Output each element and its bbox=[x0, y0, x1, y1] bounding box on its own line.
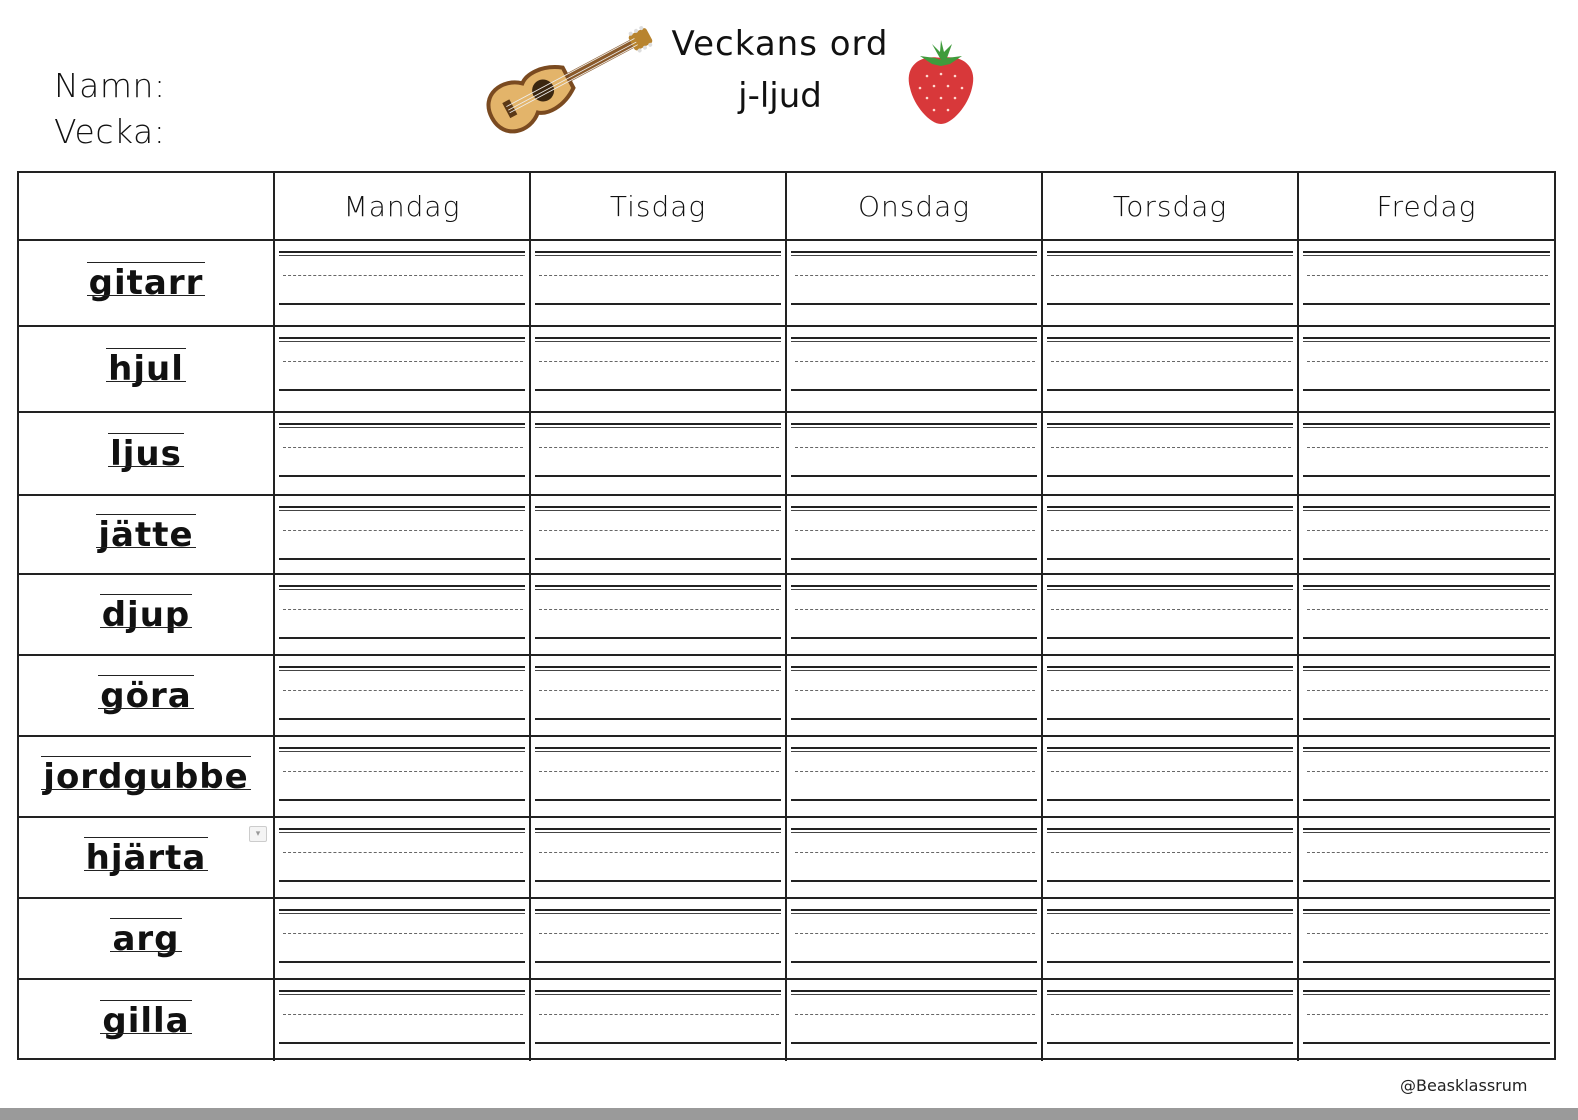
guide-line bbox=[539, 771, 779, 772]
guide-line bbox=[539, 690, 779, 691]
guide-line bbox=[1303, 589, 1550, 590]
guide-line bbox=[791, 637, 1037, 639]
guide-line bbox=[1051, 447, 1291, 448]
guide-line bbox=[1051, 771, 1291, 772]
guide-line bbox=[1047, 506, 1293, 508]
writing-cell[interactable] bbox=[531, 980, 787, 1061]
guide-line bbox=[535, 909, 781, 911]
guide-line bbox=[279, 828, 525, 830]
guide-line bbox=[1047, 637, 1293, 639]
writing-cell[interactable] bbox=[1299, 327, 1554, 413]
guide-line bbox=[1303, 909, 1550, 911]
page-title: Veckans ord bbox=[671, 24, 889, 64]
day-header: Tisdag bbox=[531, 173, 787, 241]
writing-cell[interactable] bbox=[275, 899, 531, 980]
week-label: Vecka: bbox=[54, 112, 166, 151]
guide-line bbox=[1047, 909, 1293, 911]
guide-line bbox=[1303, 747, 1550, 749]
guide-line bbox=[283, 275, 523, 276]
guide-line bbox=[535, 337, 781, 339]
guide-line bbox=[279, 389, 525, 391]
guide-line bbox=[283, 530, 523, 531]
page-subtitle: j-ljud bbox=[738, 76, 822, 116]
writing-cell[interactable] bbox=[787, 737, 1043, 818]
guide-line bbox=[1047, 475, 1293, 477]
guide-line bbox=[1047, 255, 1293, 256]
guide-line bbox=[1303, 637, 1550, 639]
guide-line bbox=[1047, 670, 1293, 671]
word-cell bbox=[19, 899, 275, 980]
guide-line bbox=[791, 666, 1037, 668]
guide-line bbox=[1307, 609, 1548, 610]
guide-line bbox=[1303, 475, 1550, 477]
writing-cell[interactable] bbox=[275, 241, 531, 327]
chevron-down-icon[interactable]: ▾ bbox=[249, 826, 267, 842]
guide-line bbox=[535, 751, 781, 752]
guide-line bbox=[1303, 670, 1550, 671]
guide-line bbox=[1047, 828, 1293, 830]
writing-cell[interactable] bbox=[787, 413, 1043, 496]
guide-line bbox=[791, 990, 1037, 992]
word-cell bbox=[19, 656, 275, 737]
guide-line bbox=[1047, 990, 1293, 992]
guide-line bbox=[279, 337, 525, 339]
writing-cell[interactable] bbox=[787, 575, 1043, 656]
guide-line bbox=[791, 337, 1037, 339]
guide-line bbox=[791, 558, 1037, 560]
day-header: Fredag bbox=[1299, 173, 1554, 241]
guide-line bbox=[535, 913, 781, 914]
writing-cell[interactable] bbox=[1299, 656, 1554, 737]
word-cell bbox=[19, 496, 275, 575]
guide-line bbox=[1051, 275, 1291, 276]
writing-cell[interactable] bbox=[531, 327, 787, 413]
guide-line bbox=[279, 637, 525, 639]
word-label: hjul bbox=[108, 349, 184, 389]
day-header: Torsdag bbox=[1043, 173, 1299, 241]
guide-line bbox=[539, 1014, 779, 1015]
guide-line bbox=[1303, 666, 1550, 668]
guide-line bbox=[791, 506, 1037, 508]
guide-line bbox=[795, 771, 1035, 772]
guide-line bbox=[791, 994, 1037, 995]
guide-line bbox=[279, 589, 525, 590]
guide-line bbox=[279, 832, 525, 833]
guide-line bbox=[279, 718, 525, 720]
guide-line bbox=[1303, 506, 1550, 508]
writing-cell[interactable] bbox=[1043, 656, 1299, 737]
guide-line bbox=[539, 361, 779, 362]
word-label: jordgubbe bbox=[43, 756, 249, 797]
guide-line bbox=[539, 530, 779, 531]
guide-line bbox=[1051, 933, 1291, 934]
guide-line bbox=[795, 447, 1035, 448]
word-cell bbox=[19, 737, 275, 818]
word-practice-table bbox=[17, 171, 1556, 1060]
bottom-bar bbox=[0, 1108, 1578, 1120]
guide-line bbox=[535, 389, 781, 391]
guitar-icon bbox=[475, 24, 660, 134]
guide-line bbox=[791, 747, 1037, 749]
guide-line bbox=[791, 828, 1037, 830]
guide-line bbox=[535, 585, 781, 587]
writing-cell[interactable] bbox=[1043, 980, 1299, 1061]
guide-line bbox=[791, 585, 1037, 587]
guide-line bbox=[1303, 832, 1550, 833]
guide-line bbox=[1047, 994, 1293, 995]
writing-cell[interactable] bbox=[1043, 737, 1299, 818]
guide-line bbox=[535, 994, 781, 995]
guide-line bbox=[1047, 558, 1293, 560]
guide-line bbox=[279, 475, 525, 477]
guide-line bbox=[535, 427, 781, 428]
word-label: gilla bbox=[102, 1000, 190, 1041]
word-label: arg bbox=[112, 918, 180, 959]
guide-line bbox=[1051, 609, 1291, 610]
guide-line bbox=[1303, 337, 1550, 339]
guide-line bbox=[535, 799, 781, 801]
guide-line bbox=[795, 530, 1035, 531]
guide-line bbox=[1047, 961, 1293, 963]
guide-line bbox=[1303, 994, 1550, 995]
guide-line bbox=[283, 852, 523, 853]
guide-line bbox=[1047, 585, 1293, 587]
guide-line bbox=[279, 427, 525, 428]
guide-line bbox=[1047, 341, 1293, 342]
guide-line bbox=[791, 799, 1037, 801]
writing-cell[interactable] bbox=[1299, 413, 1554, 496]
writing-cell[interactable] bbox=[1043, 575, 1299, 656]
writing-cell[interactable] bbox=[787, 980, 1043, 1061]
guide-line bbox=[1303, 427, 1550, 428]
writing-cell[interactable] bbox=[1299, 241, 1554, 327]
guide-line bbox=[279, 423, 525, 425]
guide-line bbox=[1307, 361, 1548, 362]
guide-line bbox=[535, 747, 781, 749]
guide-line bbox=[279, 799, 525, 801]
guide-line bbox=[539, 933, 779, 934]
writing-cell[interactable] bbox=[531, 656, 787, 737]
writing-cell[interactable] bbox=[275, 656, 531, 737]
guide-line bbox=[279, 913, 525, 914]
guide-line bbox=[791, 909, 1037, 911]
guide-line bbox=[1047, 832, 1293, 833]
writing-cell[interactable] bbox=[531, 575, 787, 656]
guide-line bbox=[791, 341, 1037, 342]
writing-cell[interactable] bbox=[531, 737, 787, 818]
guide-line bbox=[279, 670, 525, 671]
writing-cell[interactable] bbox=[275, 818, 531, 899]
guide-line bbox=[535, 341, 781, 342]
guide-line bbox=[535, 303, 781, 305]
guide-line bbox=[1047, 303, 1293, 305]
guide-line bbox=[791, 475, 1037, 477]
guide-line bbox=[795, 1014, 1035, 1015]
guide-line bbox=[1307, 852, 1548, 853]
guide-line bbox=[1047, 666, 1293, 668]
guide-line bbox=[283, 447, 523, 448]
guide-line bbox=[1051, 530, 1291, 531]
guide-line bbox=[279, 303, 525, 305]
guide-line bbox=[535, 255, 781, 256]
guide-line bbox=[791, 251, 1037, 253]
writing-cell[interactable] bbox=[1299, 737, 1554, 818]
guide-line bbox=[1047, 251, 1293, 253]
word-cell bbox=[19, 575, 275, 656]
guide-line bbox=[535, 589, 781, 590]
guide-line bbox=[535, 558, 781, 560]
guide-line bbox=[1307, 933, 1548, 934]
writing-cell[interactable] bbox=[1043, 241, 1299, 327]
guide-line bbox=[535, 961, 781, 963]
guide-line bbox=[1307, 275, 1548, 276]
guide-line bbox=[279, 666, 525, 668]
credit-text: @Beasklassrum bbox=[1400, 1076, 1528, 1095]
writing-cell[interactable] bbox=[1043, 413, 1299, 496]
writing-cell[interactable] bbox=[531, 818, 787, 899]
writing-cell[interactable] bbox=[275, 980, 531, 1061]
guide-line bbox=[791, 718, 1037, 720]
guide-line bbox=[279, 880, 525, 882]
guide-line bbox=[1047, 337, 1293, 339]
word-cell bbox=[19, 980, 275, 1061]
writing-cell[interactable] bbox=[1299, 818, 1554, 899]
guide-line bbox=[1303, 913, 1550, 914]
guide-line bbox=[1303, 1042, 1550, 1044]
guide-line bbox=[279, 510, 525, 511]
guide-line bbox=[535, 666, 781, 668]
guide-line bbox=[279, 961, 525, 963]
writing-cell[interactable] bbox=[1043, 818, 1299, 899]
guide-line bbox=[791, 427, 1037, 428]
guide-line bbox=[1047, 718, 1293, 720]
guide-line bbox=[535, 832, 781, 833]
guide-line bbox=[279, 255, 525, 256]
word-cell bbox=[19, 413, 275, 496]
guide-line bbox=[535, 1042, 781, 1044]
writing-cell[interactable] bbox=[787, 818, 1043, 899]
guide-line bbox=[1047, 799, 1293, 801]
writing-cell[interactable] bbox=[531, 413, 787, 496]
writing-cell[interactable] bbox=[1299, 980, 1554, 1061]
strawberry-icon bbox=[902, 36, 980, 126]
writing-cell[interactable] bbox=[531, 241, 787, 327]
guide-line bbox=[795, 609, 1035, 610]
guide-line bbox=[279, 909, 525, 911]
guide-line bbox=[535, 990, 781, 992]
guide-line bbox=[283, 771, 523, 772]
guide-line bbox=[791, 589, 1037, 590]
guide-line bbox=[535, 828, 781, 830]
guide-line bbox=[1303, 718, 1550, 720]
writing-cell[interactable] bbox=[531, 496, 787, 575]
guide-line bbox=[1303, 423, 1550, 425]
guide-line bbox=[535, 880, 781, 882]
writing-cell[interactable] bbox=[787, 899, 1043, 980]
guide-line bbox=[1047, 880, 1293, 882]
guide-line bbox=[791, 389, 1037, 391]
guide-line bbox=[1303, 880, 1550, 882]
guide-line bbox=[1303, 251, 1550, 253]
guide-line bbox=[795, 690, 1035, 691]
guide-line bbox=[279, 506, 525, 508]
guide-line bbox=[539, 852, 779, 853]
guide-line bbox=[1047, 589, 1293, 590]
guide-line bbox=[791, 751, 1037, 752]
writing-cell[interactable] bbox=[787, 496, 1043, 575]
writing-cell[interactable] bbox=[275, 413, 531, 496]
guide-line bbox=[791, 510, 1037, 511]
guide-line bbox=[279, 1042, 525, 1044]
guide-line bbox=[279, 747, 525, 749]
guide-line bbox=[535, 718, 781, 720]
guide-line bbox=[1303, 255, 1550, 256]
guide-line bbox=[795, 852, 1035, 853]
guide-line bbox=[1047, 389, 1293, 391]
table-corner bbox=[19, 173, 275, 241]
guide-line bbox=[1303, 303, 1550, 305]
guide-line bbox=[1303, 751, 1550, 752]
word-label: ljus bbox=[110, 433, 182, 474]
guide-line bbox=[535, 510, 781, 511]
guide-line bbox=[1303, 510, 1550, 511]
word-label: jätte bbox=[98, 514, 194, 555]
guide-line bbox=[1303, 341, 1550, 342]
day-header: Mandag bbox=[275, 173, 531, 241]
guide-line bbox=[279, 990, 525, 992]
guide-line bbox=[1047, 751, 1293, 752]
word-label: hjärta bbox=[85, 837, 207, 878]
writing-cell[interactable] bbox=[275, 496, 531, 575]
guide-line bbox=[1047, 427, 1293, 428]
guide-line bbox=[535, 423, 781, 425]
word-cell bbox=[19, 818, 275, 899]
guide-line bbox=[279, 751, 525, 752]
guide-line bbox=[535, 251, 781, 253]
writing-cell[interactable] bbox=[1043, 899, 1299, 980]
guide-line bbox=[791, 880, 1037, 882]
guide-line bbox=[1307, 447, 1548, 448]
guide-line bbox=[1047, 747, 1293, 749]
guide-line bbox=[1307, 1014, 1548, 1015]
writing-cell[interactable] bbox=[531, 899, 787, 980]
guide-line bbox=[539, 275, 779, 276]
guide-line bbox=[283, 1014, 523, 1015]
guide-line bbox=[791, 961, 1037, 963]
writing-cell[interactable] bbox=[275, 575, 531, 656]
guide-line bbox=[279, 341, 525, 342]
guide-line bbox=[279, 558, 525, 560]
guide-line bbox=[535, 637, 781, 639]
guide-line bbox=[1307, 690, 1548, 691]
guide-line bbox=[1303, 585, 1550, 587]
guide-line bbox=[791, 255, 1037, 256]
guide-line bbox=[791, 913, 1037, 914]
guide-line bbox=[795, 275, 1035, 276]
writing-cell[interactable] bbox=[787, 327, 1043, 413]
writing-cell[interactable] bbox=[1299, 496, 1554, 575]
writing-cell[interactable] bbox=[275, 327, 531, 413]
writing-cell[interactable] bbox=[787, 656, 1043, 737]
guide-line bbox=[1307, 530, 1548, 531]
name-label: Namn: bbox=[54, 66, 166, 105]
guide-line bbox=[1051, 361, 1291, 362]
guide-line bbox=[1051, 1014, 1291, 1015]
writing-cell[interactable] bbox=[1043, 496, 1299, 575]
guide-line bbox=[1051, 690, 1291, 691]
guide-line bbox=[791, 303, 1037, 305]
writing-cell[interactable] bbox=[1299, 575, 1554, 656]
guide-line bbox=[791, 1042, 1037, 1044]
guide-line bbox=[283, 933, 523, 934]
day-header: Onsdag bbox=[787, 173, 1043, 241]
guide-line bbox=[535, 506, 781, 508]
guide-line bbox=[1047, 510, 1293, 511]
guide-line bbox=[1047, 1042, 1293, 1044]
guide-line bbox=[791, 670, 1037, 671]
guide-line bbox=[535, 475, 781, 477]
word-label: djup bbox=[101, 594, 191, 635]
word-label: gitarr bbox=[88, 263, 204, 303]
guide-line bbox=[539, 609, 779, 610]
guide-line bbox=[539, 447, 779, 448]
guide-line bbox=[1047, 423, 1293, 425]
guide-line bbox=[535, 670, 781, 671]
guide-line bbox=[279, 251, 525, 253]
guide-line bbox=[1303, 389, 1550, 391]
writing-cell[interactable] bbox=[787, 241, 1043, 327]
guide-line bbox=[283, 609, 523, 610]
writing-cell[interactable] bbox=[1299, 899, 1554, 980]
guide-line bbox=[283, 361, 523, 362]
word-cell bbox=[19, 241, 275, 327]
guide-line bbox=[1051, 852, 1291, 853]
guide-line bbox=[795, 361, 1035, 362]
guide-line bbox=[795, 933, 1035, 934]
guide-line bbox=[791, 832, 1037, 833]
guide-line bbox=[279, 585, 525, 587]
guide-line bbox=[279, 994, 525, 995]
word-cell bbox=[19, 327, 275, 413]
writing-cell[interactable] bbox=[1043, 327, 1299, 413]
guide-line bbox=[791, 423, 1037, 425]
writing-cell[interactable] bbox=[275, 737, 531, 818]
guide-line bbox=[1303, 558, 1550, 560]
guide-line bbox=[1047, 913, 1293, 914]
guide-line bbox=[1303, 961, 1550, 963]
guide-line bbox=[283, 690, 523, 691]
word-label: göra bbox=[100, 675, 192, 716]
guide-line bbox=[1303, 828, 1550, 830]
guide-line bbox=[1303, 990, 1550, 992]
guide-line bbox=[1307, 771, 1548, 772]
guide-line bbox=[1303, 799, 1550, 801]
